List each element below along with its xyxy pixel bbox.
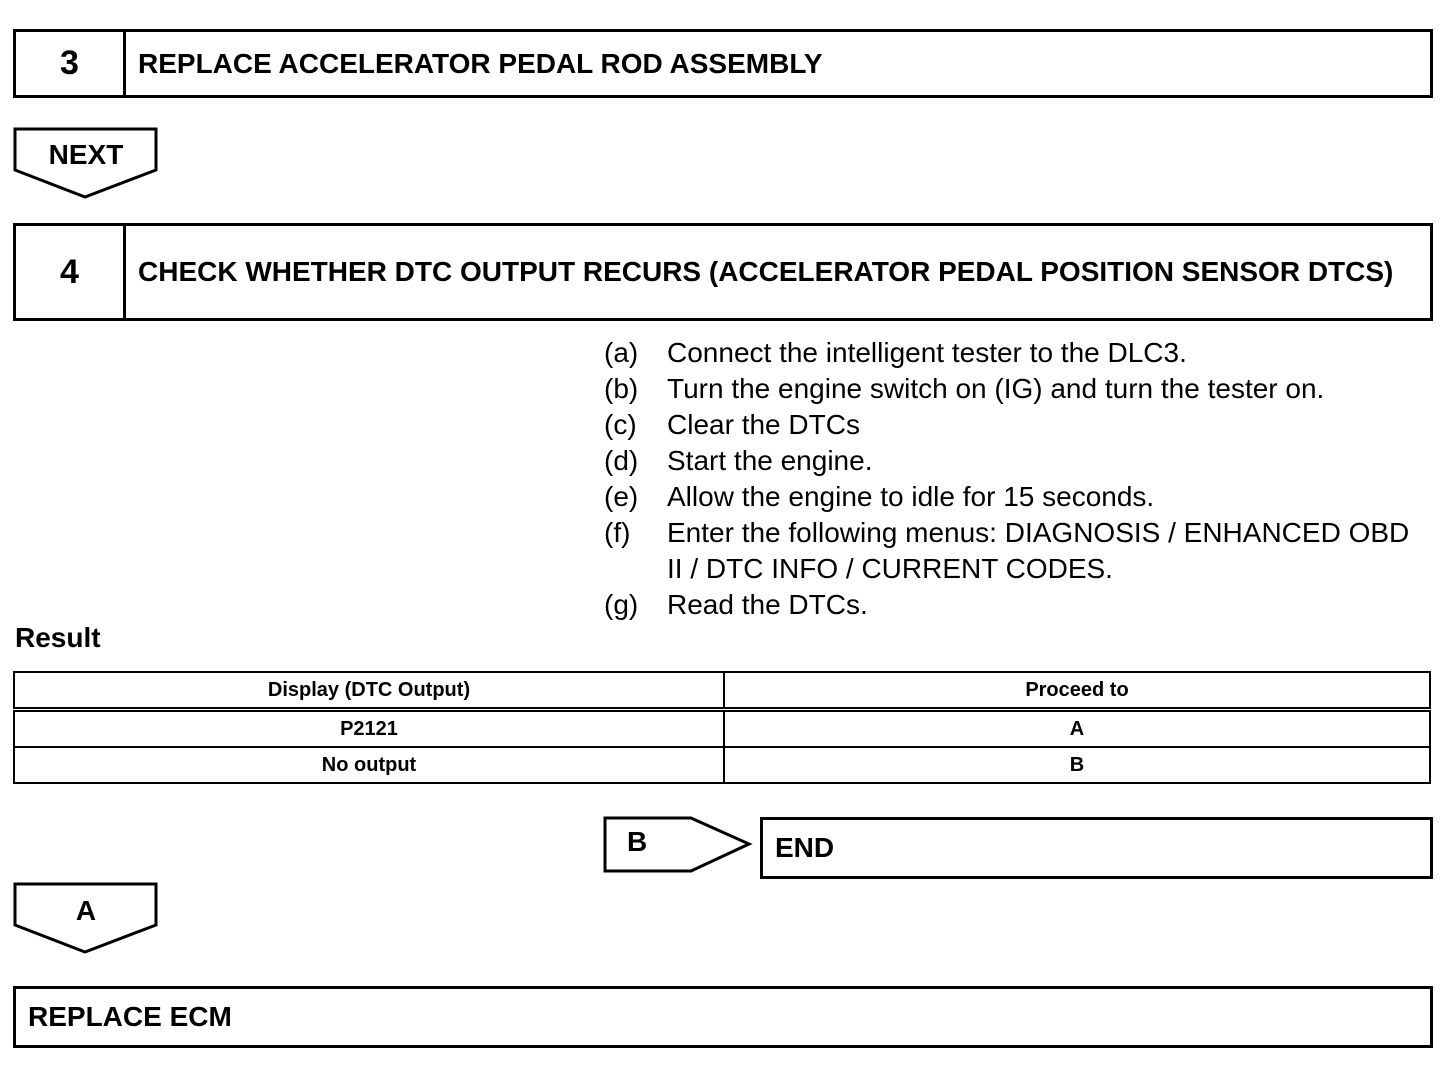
procedure-item — [604, 407, 1424, 443]
procedure-list — [604, 335, 1424, 623]
procedure-item — [604, 443, 1424, 479]
procedure-letter: (b) — [604, 373, 639, 404]
procedure-letter: (e) — [604, 481, 639, 512]
procedure-letter: (g) — [604, 589, 639, 620]
procedure-text: Start the engine. — [667, 445, 873, 476]
procedure-text: Enter the following menus: DIAGNOSIS / ENHANCED OBD II / DTC INFO / CURRENT CODES. — [667, 517, 1410, 584]
next-arrow-tab — [13, 127, 159, 201]
branch-b-arrow — [603, 815, 753, 875]
procedure-text: Read the DTCs. — [667, 589, 868, 620]
step-title: CHECK WHETHER DTC OUTPUT RECURS (ACCELERATOR PEDAL POSITION SENSOR DTCS) — [138, 256, 1394, 287]
step-4-header — [13, 223, 1433, 321]
replace-ecm-box: REPLACE ECM — [13, 986, 1433, 1048]
result-heading: Result — [15, 622, 101, 653]
procedure-item — [604, 479, 1424, 515]
procedure-letter: (d) — [604, 445, 639, 476]
procedure-item — [604, 515, 1424, 587]
table-row — [14, 710, 1430, 748]
table-cell: No output — [14, 747, 724, 783]
table-header-row — [14, 672, 1430, 710]
branch-a-label: A — [75, 895, 97, 926]
step-number: 3 — [16, 32, 126, 95]
procedure-text: Connect the intelligent tester to the DLC3. — [667, 337, 1187, 368]
column-header: Proceed to — [724, 672, 1430, 710]
table-row — [14, 747, 1430, 783]
procedure-item — [604, 371, 1424, 407]
table-cell: P2121 — [14, 710, 724, 748]
result-table — [13, 671, 1431, 784]
table-cell: B — [724, 747, 1430, 783]
branch-b-label: B — [627, 826, 648, 857]
table-cell: A — [724, 710, 1430, 748]
branch-a-arrow — [13, 882, 159, 956]
procedure-item — [604, 335, 1424, 371]
next-label: NEXT — [48, 139, 124, 170]
procedure-letter: (c) — [604, 409, 637, 440]
procedure-text: Allow the engine to idle for 15 seconds. — [667, 481, 1155, 512]
end-box: END — [760, 817, 1433, 879]
procedure-text: Clear the DTCs — [667, 409, 860, 440]
step-number: 4 — [16, 226, 126, 318]
step-title: REPLACE ACCELERATOR PEDAL ROD ASSEMBLY — [138, 47, 823, 79]
procedure-item — [604, 587, 1424, 623]
step-3-header — [13, 29, 1433, 98]
procedure-letter: (a) — [604, 337, 639, 368]
column-header: Display (DTC Output) — [14, 672, 724, 710]
procedure-letter: (f) — [604, 517, 631, 548]
procedure-text: Turn the engine switch on (IG) and turn the tester on. — [667, 373, 1325, 404]
